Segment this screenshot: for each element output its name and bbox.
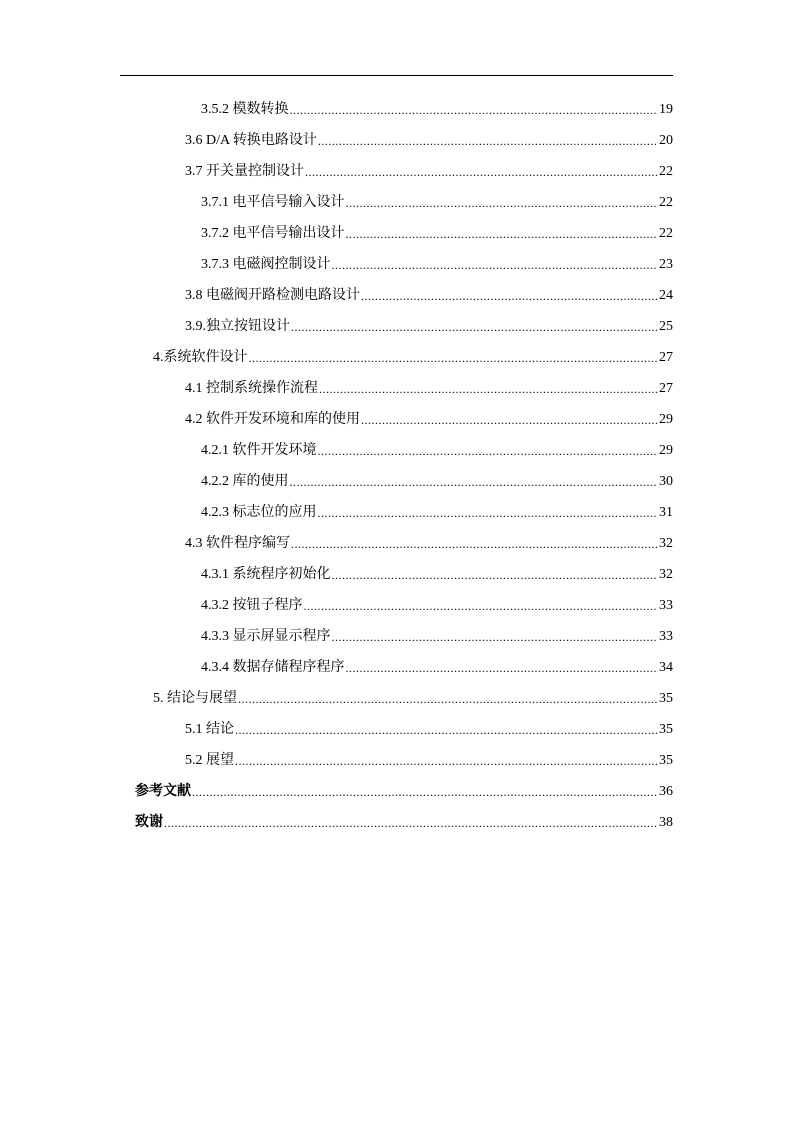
toc-dot-leader — [318, 436, 659, 466]
toc-entry-title: 4.3.1 系统程序初始化 — [201, 567, 331, 582]
toc-entry-page-number: 27 — [659, 381, 673, 396]
toc-entry[interactable] — [201, 498, 673, 528]
toc-entry[interactable] — [185, 746, 673, 776]
toc-entry-page-number: 33 — [659, 598, 673, 613]
toc-entry-title: 5. 结论与展望 — [153, 691, 237, 706]
toc-dot-leader — [361, 405, 658, 435]
toc-entry-title: 4.2 软件开发环境和库的使用 — [185, 412, 360, 427]
toc-entry[interactable] — [135, 808, 673, 838]
toc-entry-page-number: 19 — [659, 102, 673, 117]
toc-dot-leader — [164, 808, 658, 838]
toc-entry-title: 3.7.1 电平信号输入设计 — [201, 195, 345, 210]
toc-entry-title: 4.系统软件设计 — [153, 350, 248, 365]
toc-dot-leader — [346, 188, 659, 218]
toc-entry[interactable] — [201, 622, 673, 652]
toc-entry-page-number: 22 — [659, 164, 673, 179]
toc-entry[interactable] — [185, 312, 673, 342]
toc-dot-leader — [305, 157, 658, 187]
toc-entry-page-number: 38 — [659, 815, 673, 830]
toc-entry-title: 3.8 电磁阀开路检测电路设计 — [185, 288, 360, 303]
toc-entry-page-number: 20 — [659, 133, 673, 148]
toc-entry-page-number: 32 — [659, 536, 673, 551]
toc-entry-page-number: 35 — [659, 722, 673, 737]
toc-entry[interactable] — [185, 529, 673, 559]
toc-dot-leader — [290, 95, 659, 125]
toc-entry[interactable] — [201, 653, 673, 683]
toc-entry-page-number: 29 — [659, 443, 673, 458]
toc-entry-title: 3.9.独立按钮设计 — [185, 319, 290, 334]
toc-dot-leader — [249, 343, 659, 373]
toc-entry-title: 3.5.2 模数转换 — [201, 102, 289, 117]
toc-dot-leader — [346, 653, 659, 683]
toc-dot-leader — [332, 560, 659, 590]
toc-dot-leader — [318, 498, 659, 528]
toc-entry-page-number: 35 — [659, 691, 673, 706]
toc-entry-title: 5.1 结论 — [185, 722, 234, 737]
toc-dot-leader — [235, 746, 658, 776]
toc-entry-title: 5.2 展望 — [185, 753, 234, 768]
toc-entry[interactable] — [201, 95, 673, 125]
toc-dot-leader — [192, 777, 658, 807]
toc-entry-title: 4.3.4 数据存储程序程序 — [201, 660, 345, 675]
toc-entry[interactable] — [201, 436, 673, 466]
toc-entry-page-number: 22 — [659, 226, 673, 241]
toc-entry-title: 3.6 D/A 转换电路设计 — [185, 133, 317, 148]
toc-entry-page-number: 34 — [659, 660, 673, 675]
toc-entry-title: 4.3.3 显示屏显示程序 — [201, 629, 331, 644]
toc-dot-leader — [319, 374, 658, 404]
toc-entry-page-number: 23 — [659, 257, 673, 272]
toc-entry[interactable] — [153, 684, 673, 714]
toc-entry-title: 4.2.3 标志位的应用 — [201, 505, 317, 520]
toc-entry[interactable] — [185, 405, 673, 435]
toc-entry-page-number: 36 — [659, 784, 673, 799]
toc-dot-leader — [361, 281, 658, 311]
toc-entry-page-number: 25 — [659, 319, 673, 334]
toc-entry[interactable] — [153, 343, 673, 373]
toc-dot-leader — [290, 467, 659, 497]
toc-entry-title: 3.7.3 电磁阀控制设计 — [201, 257, 331, 272]
toc-entry[interactable] — [201, 219, 673, 249]
toc-entry-page-number: 35 — [659, 753, 673, 768]
header-rule — [120, 75, 673, 76]
toc-entry[interactable] — [185, 126, 673, 156]
toc-dot-leader — [235, 715, 658, 745]
toc-entry-page-number: 31 — [659, 505, 673, 520]
toc-entry-page-number: 29 — [659, 412, 673, 427]
toc-entry-page-number: 33 — [659, 629, 673, 644]
toc-entry-page-number: 22 — [659, 195, 673, 210]
toc-entry-page-number: 30 — [659, 474, 673, 489]
toc-dot-leader — [304, 591, 659, 621]
toc-dot-leader — [318, 126, 658, 156]
toc-entry-title: 4.2.1 软件开发环境 — [201, 443, 317, 458]
toc-entry-title: 3.7.2 电平信号输出设计 — [201, 226, 345, 241]
toc-entry-title: 致谢 — [135, 815, 163, 830]
toc-entry-page-number: 32 — [659, 567, 673, 582]
toc-dot-leader — [238, 684, 658, 714]
toc-dot-leader — [332, 622, 659, 652]
toc-entry[interactable] — [201, 560, 673, 590]
toc-entry-title: 4.1 控制系统操作流程 — [185, 381, 318, 396]
toc-entry[interactable] — [201, 250, 673, 280]
toc-entry-title: 4.2.2 库的使用 — [201, 474, 289, 489]
toc-dot-leader — [332, 250, 659, 280]
toc-entry-title: 4.3.2 按钮子程序 — [201, 598, 303, 613]
toc-entry[interactable] — [135, 777, 673, 807]
toc-dot-leader — [346, 219, 659, 249]
toc-entry[interactable] — [201, 591, 673, 621]
toc-entry-page-number: 27 — [659, 350, 673, 365]
toc-entry[interactable] — [185, 374, 673, 404]
toc-entry[interactable] — [185, 157, 673, 187]
toc-entry[interactable] — [201, 467, 673, 497]
toc-entry[interactable] — [185, 715, 673, 745]
toc-dot-leader — [291, 529, 658, 559]
toc-entry-title: 参考文献 — [135, 784, 191, 799]
toc-entry-page-number: 24 — [659, 288, 673, 303]
toc-entry-title: 4.3 软件程序编写 — [185, 536, 290, 551]
toc-dot-leader — [291, 312, 658, 342]
toc-entry-title: 3.7 开关量控制设计 — [185, 164, 304, 179]
toc-entry[interactable] — [201, 188, 673, 218]
toc-entry[interactable] — [185, 281, 673, 311]
